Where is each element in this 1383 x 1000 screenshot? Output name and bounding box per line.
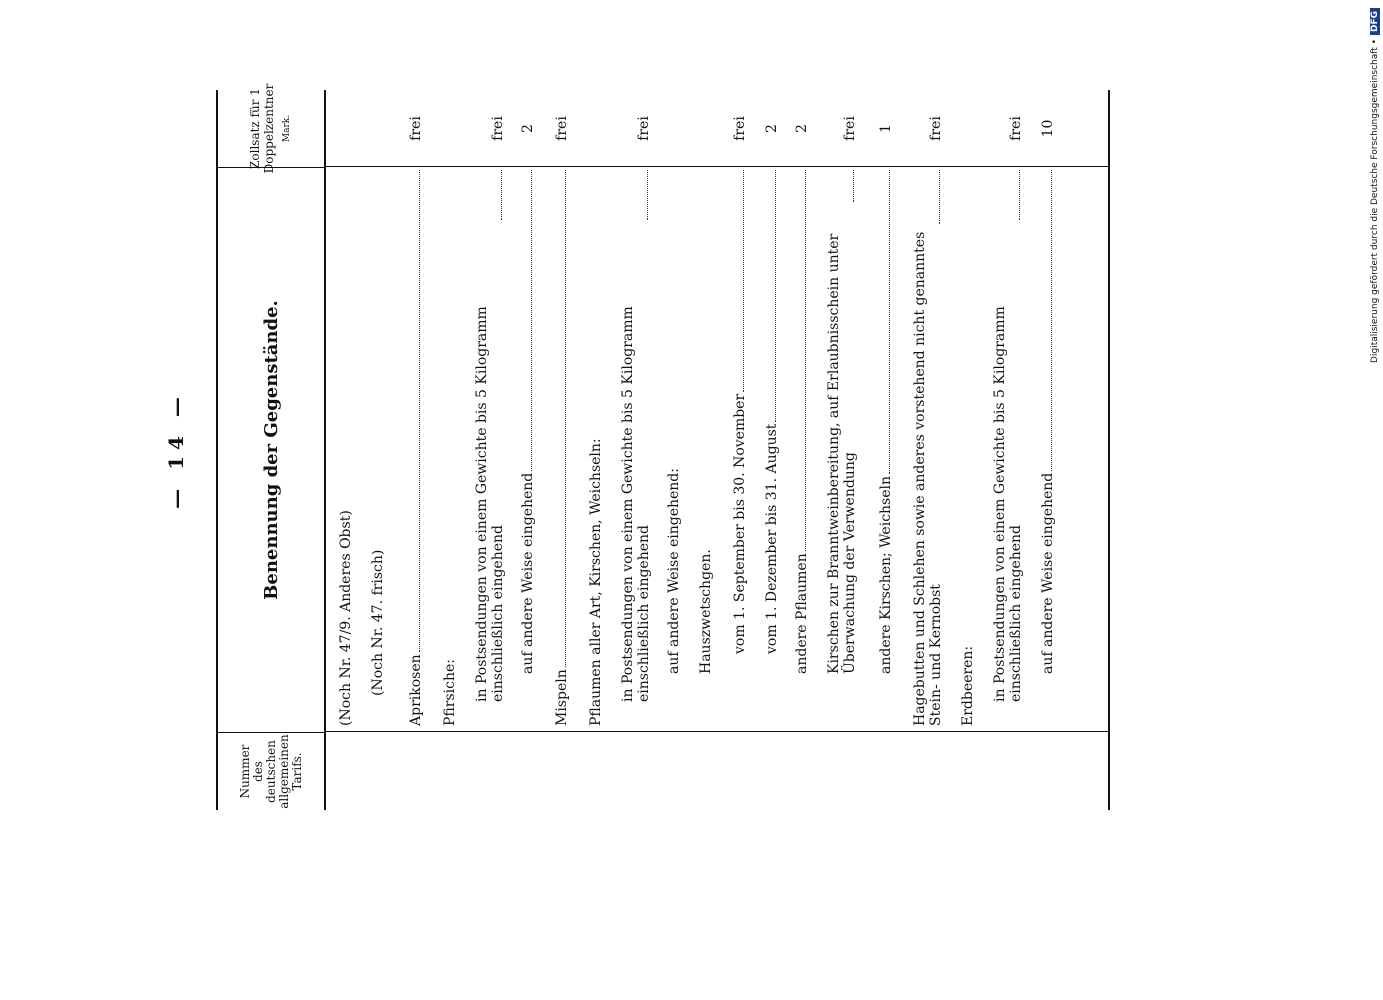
row-label: in Postsendungen von einem Gewichte bis 5 Kilogramm einschließlich eingehend [474, 306, 506, 702]
row-value: 2 [520, 124, 536, 133]
row-value: 1 [878, 124, 894, 133]
row-value: frei [928, 116, 944, 141]
table-row [732, 90, 748, 732]
dfg-logo: DFG [1370, 8, 1380, 35]
rotated-page [164, 83, 1110, 810]
row-value: 2 [764, 124, 780, 133]
row-label: Pfirsiche: [442, 659, 458, 726]
table-row [912, 90, 944, 732]
header-tariff-number: Nummer des deutschen allgemeinen Tarifs. [218, 732, 324, 810]
dot-leader [1019, 170, 1020, 220]
row-label: vom 1. Dezember bis 31. August [764, 423, 780, 654]
dot-leader [939, 170, 940, 224]
header-duty-rate-label: Zollsatz für 1 Doppelzentner [248, 83, 276, 174]
row-label: in Postsendungen von einem Gewichte bis 5 Kilogramm einschließlich eingehend [620, 306, 652, 702]
table-header [218, 83, 326, 810]
dot-leader [889, 170, 890, 474]
header-item-name: Benennung der Gegenstände. [218, 167, 324, 732]
table-row [588, 90, 604, 732]
row-label: Hauszwetschgen. [698, 549, 714, 674]
table-row [666, 90, 682, 732]
row-label: andere Pflaumen [794, 553, 810, 674]
table-row [554, 90, 570, 732]
row-label: auf andere Weise eingehend [1040, 472, 1056, 674]
table-row [698, 90, 714, 732]
table-row [370, 90, 386, 732]
table-row [794, 90, 810, 732]
row-value: frei [554, 116, 570, 141]
row-label: in Postsendungen von einem Gewichte bis 5 Kilogramm einschließlich eingehend [992, 306, 1024, 702]
credit-text: Digitalisierung gefördert durch die Deutsche Forschungsgemeinschaft • [1370, 39, 1380, 363]
row-value: frei [636, 116, 652, 141]
page-number: — 14 — [164, 391, 188, 509]
row-value: frei [408, 116, 424, 141]
dot-leader [531, 170, 532, 471]
dot-leader [853, 170, 854, 202]
dot-leader [775, 170, 776, 422]
dot-leader [1051, 170, 1052, 471]
row-value: frei [1008, 116, 1024, 141]
table-row [878, 90, 894, 732]
row-label: (Noch Nr. 47. frisch) [370, 549, 386, 696]
row-label: Mispeln [554, 669, 570, 726]
table-row [960, 90, 976, 732]
dot-leader [743, 170, 744, 392]
dot-leader [419, 170, 420, 652]
dot-leader [565, 170, 566, 667]
row-value: frei [732, 116, 748, 141]
table-row [764, 90, 780, 732]
row-label: Erdbeeren: [960, 645, 976, 726]
row-label: andere Kirschen; Weichseln [878, 475, 894, 674]
row-label: vom 1. September bis 30. November [732, 393, 748, 654]
table-row [520, 90, 536, 732]
table-row [474, 90, 506, 732]
row-label: Kirschen zur Branntweinbereitung, auf Erlaubnisschein unter Überwachung der Verwendung [826, 233, 858, 674]
table-row [408, 90, 424, 732]
table-row [826, 90, 858, 732]
row-label: (Noch Nr. 47/9. Anderes Obst) [338, 510, 354, 726]
table-row [992, 90, 1024, 732]
table-row [1040, 90, 1056, 732]
row-value: 10 [1040, 119, 1056, 138]
table-row [620, 90, 652, 732]
dot-leader [647, 170, 648, 220]
row-label: auf andere Weise eingehend [520, 472, 536, 674]
header-duty-rate [218, 83, 324, 174]
row-label: Aprikosen [408, 654, 424, 726]
table-row [338, 90, 354, 732]
row-value: frei [490, 116, 506, 141]
tariff-table [216, 83, 1110, 810]
header-duty-rate-unit: Mark. [282, 114, 292, 143]
table-body [324, 90, 1108, 810]
dot-leader [501, 170, 502, 220]
digitization-credit [1368, 8, 1382, 400]
dot-leader [805, 170, 806, 551]
row-value: frei [842, 116, 858, 141]
row-value: 2 [794, 124, 810, 133]
table-row [442, 90, 458, 732]
row-label: auf andere Weise eingehend: [666, 468, 682, 674]
row-label: Pflaumen aller Art, Kirschen, Weichseln: [588, 438, 604, 726]
row-label: Hagebutten und Schlehen sowie anderes vorstehend nicht genanntes Stein- und Kernobst [912, 231, 944, 726]
